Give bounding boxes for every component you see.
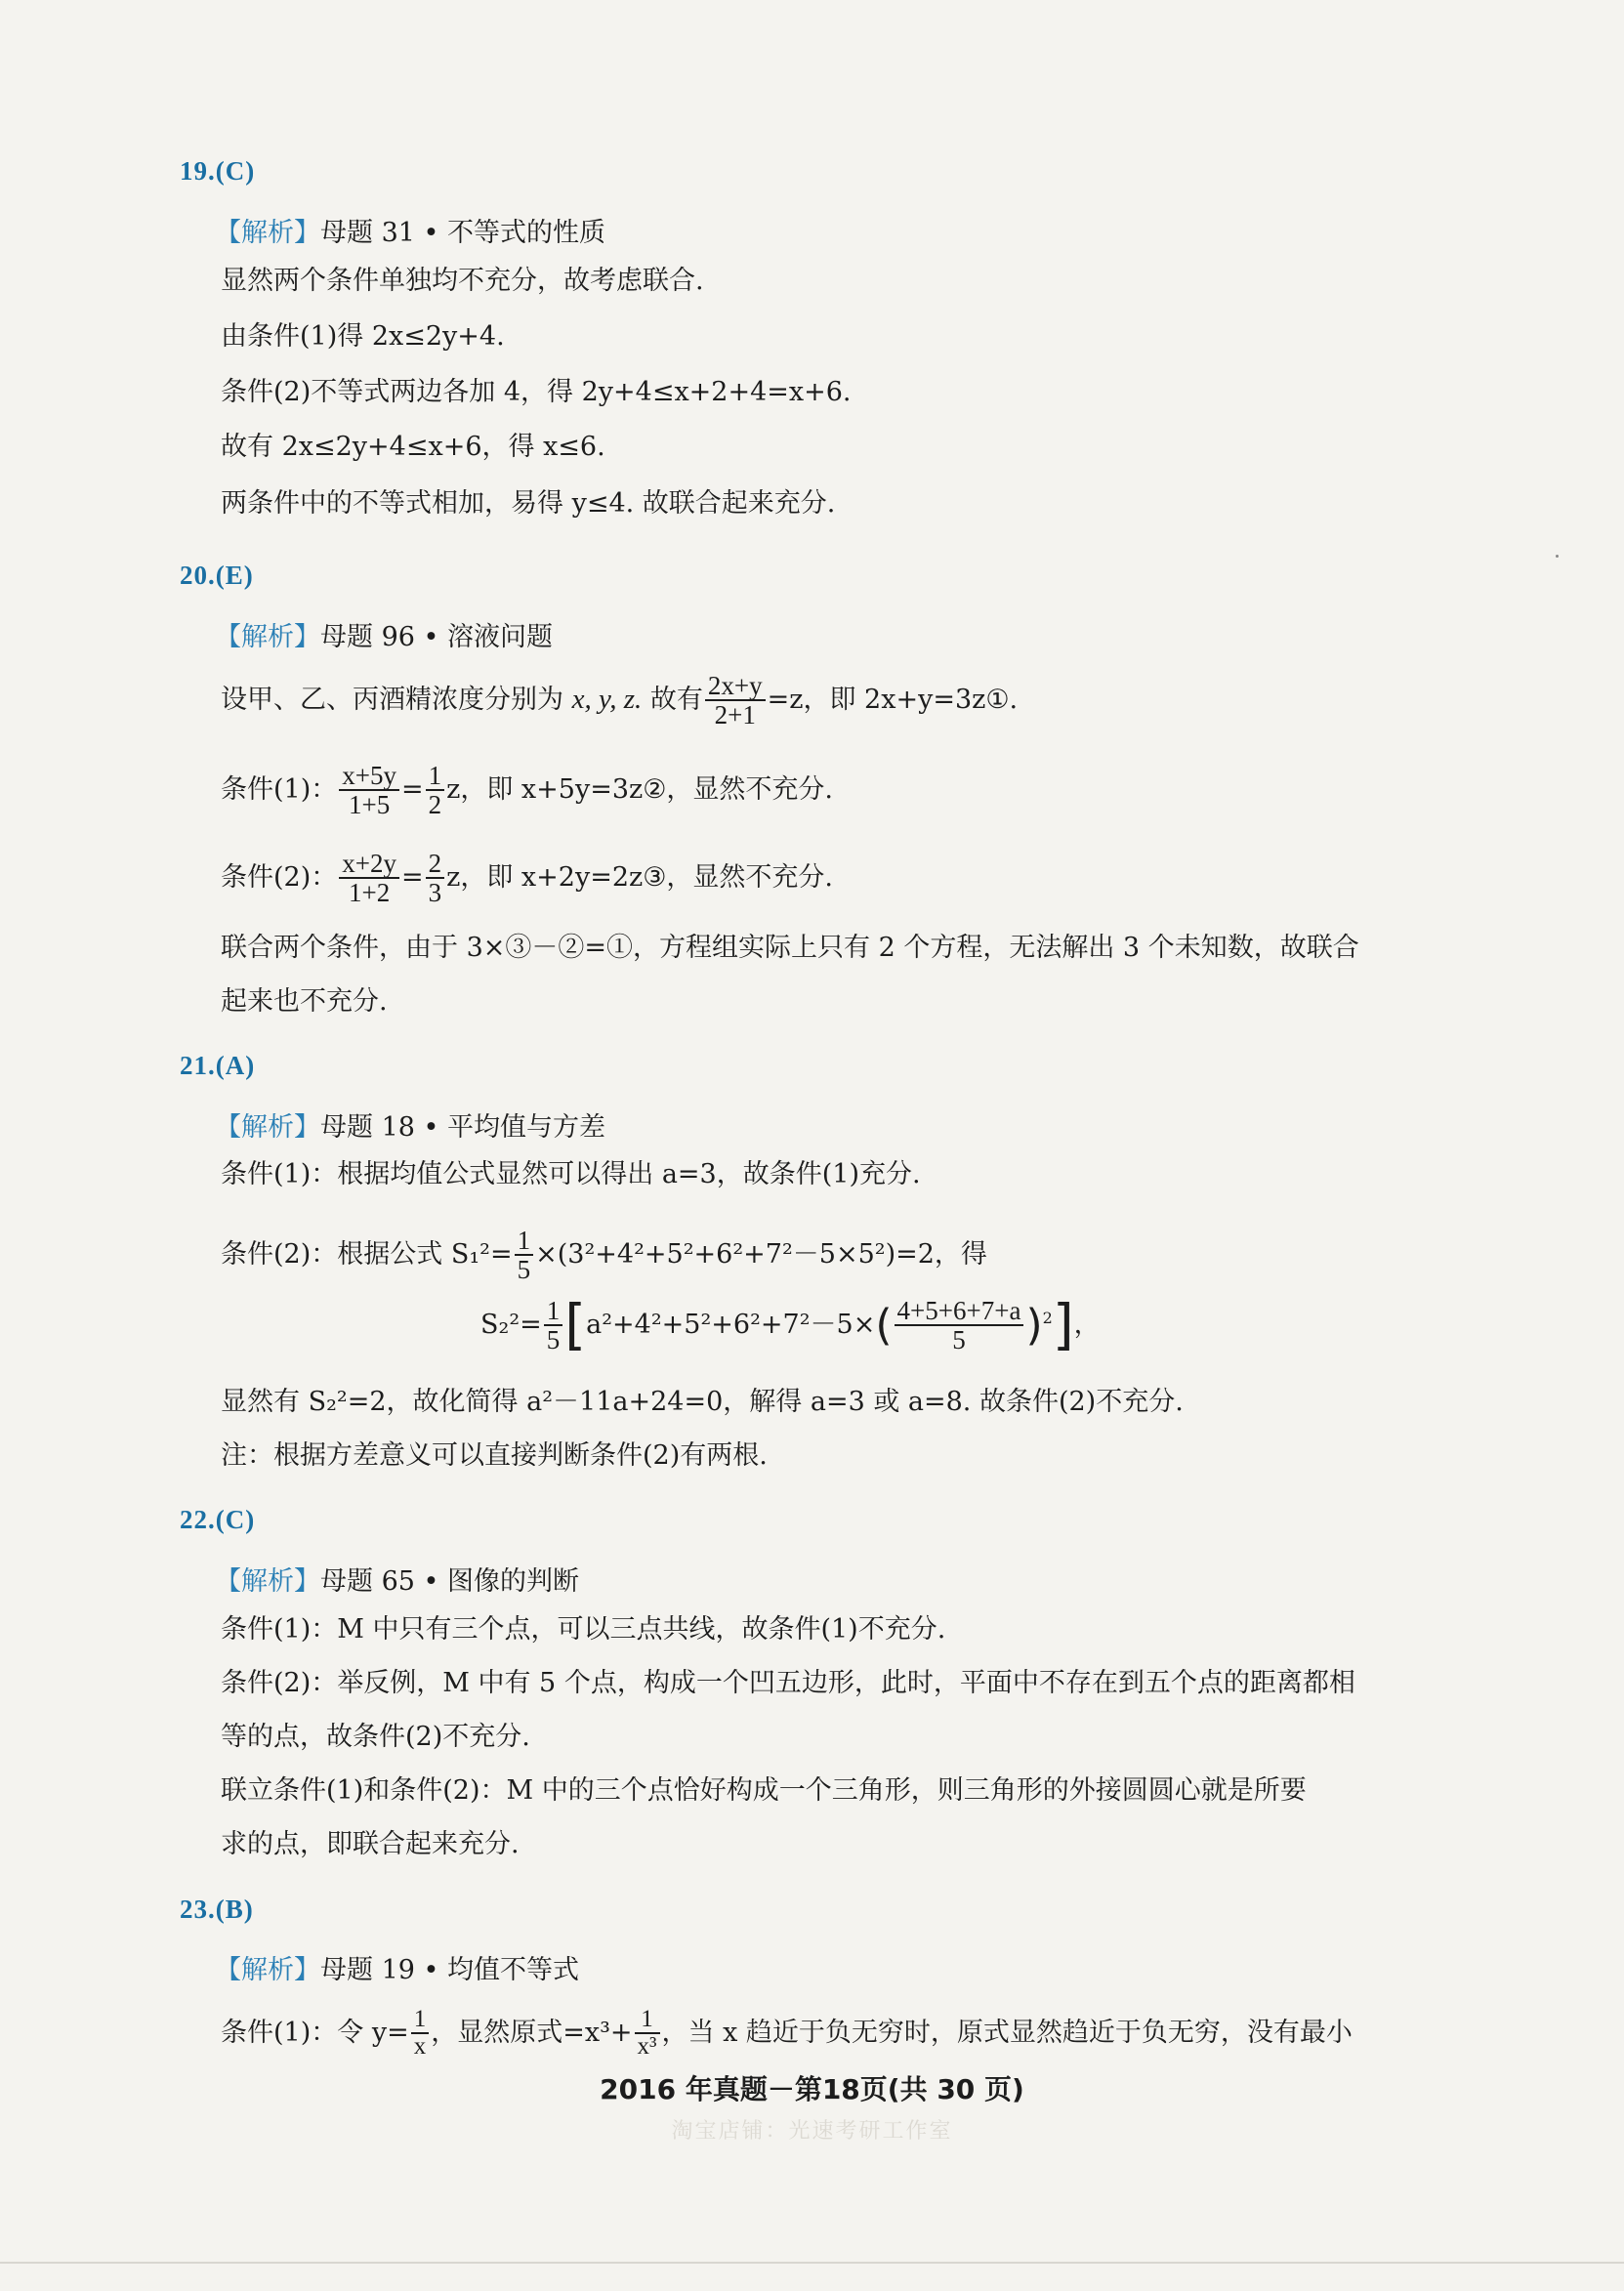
problem-20-topic: 【解析】母题 96 • 溶液问题	[215, 622, 554, 652]
problem-22-line: 等的点，故条件(2)不充分.	[221, 1722, 530, 1752]
problem-21-note: 注：根据方差意义可以直接判断条件(2)有两根.	[221, 1440, 768, 1471]
problem-20-joint: 联合两个条件，由于 3×③－②=①，方程组实际上只有 2 个方程，无法解出 3 个未知数，故联合	[221, 933, 1359, 963]
problem-19-line: 故有 2x≤2y+4≤x+6，得 x≤6.	[221, 432, 605, 462]
problem-21-line: 条件(2)：根据公式 S₁²= $\frac{1}{5}$ ×(3²+4²+5²+6²+7²－5×5²)=2，得	[221, 1226, 987, 1285]
problem-20-number: 20.(E)	[180, 561, 254, 590]
problem-22-number: 22.(C)	[180, 1505, 256, 1534]
problem-19-line: 由条件(1)得 2x≤2y+4.	[221, 321, 505, 352]
problem-22-topic: 【解析】母题 65 • 图像的判断	[215, 1566, 580, 1597]
problem-22-line: 条件(2)：举反例，M 中有 5 个点，构成一个凹五边形，此时，平面中不存在到五个点的距离都相	[221, 1668, 1355, 1698]
page-footer: 2016 年真题－第18页(共 30 页)	[600, 2073, 1024, 2105]
problem-23-line: 条件(1)：令 y= $\frac{1}{x}$ ，显然原式=x³+ $\frac{1}{\text{x³}}$ ，当 x 趋近于负无穷时，原式显然趋近于负无穷，没有最小	[221, 2006, 1353, 2061]
problem-23-number: 23.(B)	[180, 1895, 254, 1924]
scan-speck	[1556, 555, 1559, 558]
problem-20-condition-2: 条件(2)： $\frac{x+2y}{1+2}$ = $\frac{2}{3}$ z，即 x+2y=2z③，显然不充分.	[221, 849, 834, 908]
problem-22-line: 条件(1)：M 中只有三个点，可以三点共线，故条件(1)不充分.	[221, 1614, 946, 1645]
problem-22-line: 求的点，即联合起来充分.	[221, 1829, 520, 1859]
problem-19-number: 19.(C)	[180, 156, 256, 186]
problem-19-line: 显然两个条件单独均不充分，故考虑联合.	[221, 266, 704, 296]
problem-21-topic: 【解析】母题 18 • 平均值与方差	[215, 1112, 606, 1143]
problem-20-joint: 起来也不充分.	[221, 986, 388, 1017]
problem-21-formula: S₂²= $\frac{1}{5}$ [a²+4²+5²+6²+7²－5×( $\frac{4+5+6+7+a}{5}$ )$^2$]，	[480, 1293, 1101, 1357]
problem-19-line: 两条件中的不等式相加，易得 y≤4. 故联合起来充分.	[221, 488, 836, 519]
problem-19-topic: 【解析】母题 31 • 不等式的性质	[215, 218, 606, 248]
problem-19-line: 条件(2)不等式两边各加 4，得 2y+4≤x+2+4=x+6.	[221, 377, 852, 407]
problem-20-condition-1: 条件(1)： $\frac{x+5y}{1+5}$ = $\frac{1}{2}$ z，即 x+5y=3z②，显然不充分.	[221, 761, 834, 820]
problem-21-line: 条件(1)：根据均值公式显然可以得出 a=3，故条件(1)充分.	[221, 1159, 921, 1189]
problem-21-line: 显然有 S₂²=2，故化简得 a²－11a+24=0，解得 a=3 或 a=8. 故条件(2)不充分.	[221, 1387, 1184, 1417]
problem-20-setup: 设甲、乙、丙酒精浓度分别为 x, y, z. 故有 $\frac{2x+y}{2+1}$ =z，即 2x+y=3z①.	[221, 671, 1019, 730]
problem-22-line: 联立条件(1)和条件(2)：M 中的三个点恰好构成一个三角形，则三角形的外接圆圆心就是所要	[221, 1775, 1307, 1806]
problem-21-number: 21.(A)	[180, 1051, 256, 1080]
problem-23-topic: 【解析】母题 19 • 均值不等式	[215, 1955, 580, 1985]
watermark: 淘宝店铺：光速考研工作室	[671, 2119, 953, 2144]
scan-edge	[0, 2262, 1624, 2264]
